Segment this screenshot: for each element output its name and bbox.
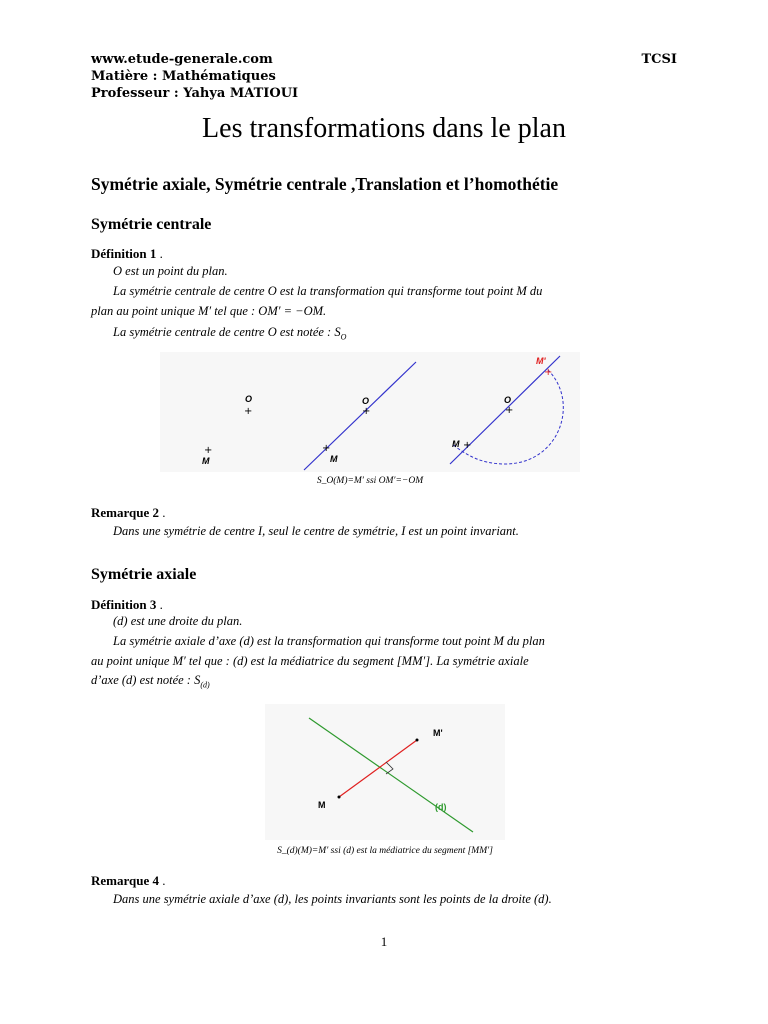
remark-2-label: Remarque 2 . (91, 505, 166, 520)
point-m-prime-label: M' (536, 356, 546, 366)
axial-symmetry-figure (265, 704, 505, 840)
point-m-prime-label-axial: M' (433, 728, 443, 738)
page-title: Les transformations dans le plan (202, 113, 566, 144)
header-teacher: Professeur : Yahya MATIOUI (91, 86, 299, 101)
section-heading-axial: Symétrie axiale (91, 566, 197, 583)
point-m-cross-3: + (463, 440, 472, 451)
definition-1-line-1: O est un point du plan. (113, 264, 228, 278)
page-number: 1 (380, 934, 388, 949)
point-o-label: O (245, 394, 253, 404)
remark-4-text: Dans une symétrie axiale d’axe (d), les points invariants sont les points de la droite (d). (113, 892, 552, 906)
point-m-label-3: M (452, 439, 460, 449)
point-m-prime-dot (416, 739, 419, 742)
point-m-label: M (202, 456, 210, 466)
central-figure-caption: S_O(M)=M′ ssi OM′=−OM (316, 476, 424, 486)
definition-3-label: Définition 3 . (91, 597, 163, 612)
point-m-label-2: M (330, 454, 338, 464)
point-o-label-2: O (362, 396, 370, 406)
point-o-cross: + (244, 406, 253, 417)
definition-3-line-3: au point unique M′ tel que : (d) est la médiatrice du segment [MM′]. La symétrie axiale (91, 654, 529, 668)
point-m-cross: + (204, 445, 213, 456)
axis-d-label: (d) (435, 802, 447, 812)
definition-3-line-1: (d) est une droite du plan. (113, 614, 243, 628)
definition-3-line-2: La symétrie axiale d’axe (d) est la transformation qui transforme tout point M du plan (113, 634, 545, 648)
definition-1-line-2: La symétrie centrale de centre O est la transformation qui transforme tout point M du (113, 284, 543, 298)
header-site: www.etude-generale.com (91, 52, 273, 67)
point-m-label-axial: M (318, 800, 326, 810)
point-m-cross-2: + (322, 443, 331, 454)
point-o-label-3: O (504, 395, 512, 405)
definition-1-line-4: La symétrie centrale de centre O est notée : $S_O$ (113, 325, 347, 342)
definition-3-line-4: d’axe (d) est notée : $S_{(d)}$ (91, 673, 210, 690)
definition-1-line-3: plan au point unique M′ tel que : OM′ = −OM. (91, 304, 327, 318)
page-subtitle: Symétrie axiale, Symétrie centrale ,Translation et l’homothétie (91, 174, 559, 194)
central-symmetry-figure (160, 352, 580, 472)
point-o-cross-2: + (362, 406, 371, 417)
remark-4-label: Remarque 4 . (91, 873, 166, 888)
point-o-cross-3: + (505, 405, 514, 416)
point-m-dot (338, 796, 341, 799)
header-subject: Matière : Mathématiques (91, 69, 276, 84)
point-m-prime-cross: + (544, 367, 553, 378)
remark-2-text: Dans une symétrie de centre I, seul le centre de symétrie, I est un point invariant. (113, 524, 519, 538)
section-heading-central: Symétrie centrale (91, 216, 212, 233)
figure-background-2 (265, 704, 505, 840)
definition-1-label: Définition 1 . (91, 246, 163, 261)
header-level: TCSI (641, 52, 677, 67)
axial-figure-caption: S_(d)(M)=M′ ssi (d) est la médiatrice du segment [MM′] (277, 846, 493, 856)
